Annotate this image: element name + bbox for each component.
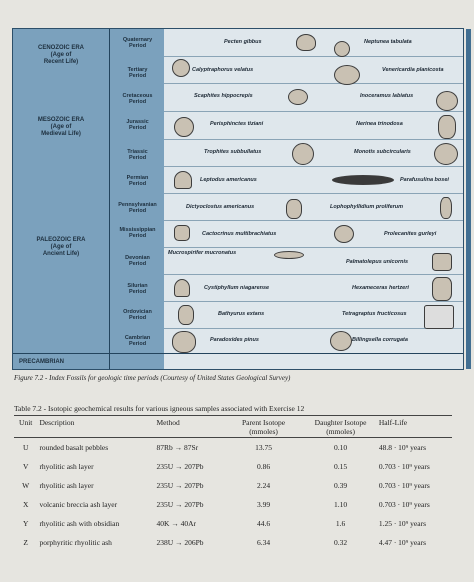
center-divider — [466, 29, 471, 369]
coral-fossil-icon — [174, 279, 190, 297]
goniatite-fossil-icon — [334, 225, 354, 243]
header-half-life: Half-Life — [378, 418, 408, 427]
table-row — [14, 438, 452, 458]
fossil-label-left: Perisphinctes tiziani — [210, 121, 264, 127]
cell-half-life: 1.25 · 10⁹ years — [378, 519, 426, 528]
fossil-label-left: Leptodus americanus — [200, 177, 257, 183]
cell-daughter: 1.10 — [334, 500, 348, 509]
cell-description: rounded basalt pebbles — [39, 443, 109, 452]
fossil-label-left: Dictyoclostus americanus — [186, 204, 255, 210]
fossil-label-right: Neptunea tabulata — [364, 39, 412, 45]
cell-parent: 44.6 — [257, 519, 271, 528]
cell-unit: V — [23, 462, 29, 471]
fossil-label-right: Prolecanites gurleyi — [384, 231, 437, 237]
fossil-label-right: Hexameceras hertzeri — [352, 285, 409, 291]
cell-half-life: 48.8 · 10⁹ years — [378, 443, 426, 452]
period-silurian: Silurian Period — [127, 283, 148, 295]
cell-parent: 13.75 — [255, 443, 272, 452]
fossil-label-right: Billingsella corrugata — [352, 337, 408, 343]
shell-fossil-icon — [286, 199, 302, 219]
inoceramus-fossil-icon — [436, 91, 458, 111]
fossil-label-left: Mucrospirifer mucronatus — [168, 250, 237, 256]
cell-daughter: 1.6 — [335, 519, 346, 528]
cephalopod-fossil-icon — [432, 277, 452, 301]
cell-half-life: 4.47 · 10⁹ years — [378, 538, 426, 547]
cell-description: porphyritic rhyolitic ash — [39, 538, 112, 547]
fossil-label-left: Cystiphyllum niagarense — [204, 285, 270, 291]
period-jurassic: Jurassic Period — [126, 119, 149, 131]
fossil-label-left: Pecten gibbus — [224, 39, 262, 45]
cell-description: rhyolitic ash with obsidian — [39, 519, 120, 528]
header-method: Method — [156, 418, 180, 427]
cell-unit: X — [23, 500, 29, 509]
table-row — [14, 457, 452, 476]
table-row — [14, 533, 452, 552]
cell-method: 235U → 207Pb — [156, 481, 204, 490]
period-column — [109, 29, 165, 369]
period-mississippian: Mississippian Period — [119, 227, 156, 239]
fossil-label-right: Inoceramus labiatus — [360, 93, 414, 99]
scallop-fossil-icon — [296, 34, 316, 51]
cell-unit: U — [23, 443, 29, 452]
conodont-fossil-icon — [432, 253, 452, 271]
cell-method: 238U → 206Pb — [156, 538, 204, 547]
cell-daughter: 0.32 — [334, 538, 348, 547]
cell-unit: Z — [23, 538, 29, 547]
trilobite-fossil-icon — [178, 305, 194, 325]
period-cretaceous: Cretaceous Period — [122, 93, 153, 105]
period-permian: Permian Period — [126, 175, 149, 187]
index-fossils-chart — [12, 28, 464, 370]
fusulinid-fossil-icon — [332, 175, 394, 185]
cell-half-life: 0.703 · 10⁹ years — [378, 462, 430, 471]
era-column — [13, 29, 109, 369]
period-cambrian: Cambrian Period — [124, 335, 151, 347]
precambrian-row — [13, 353, 463, 370]
cell-method: 87Rb → 87Sr — [156, 443, 199, 452]
fossil-label-right: Palmatolepus unicornis — [346, 259, 409, 265]
period-pennsylvanian: Pennsylvanian Period — [118, 202, 157, 214]
fossil-label-right: Lophophyllidium proliferum — [330, 204, 404, 210]
cell-half-life: 0.703 · 10⁹ years — [378, 481, 430, 490]
cell-description: rhyolitic ash layer — [39, 481, 94, 490]
table-row — [14, 495, 452, 514]
fossil-label-left: Calyptraphorus velatus — [192, 67, 254, 73]
cell-method: 235U → 207Pb — [156, 500, 204, 509]
cell-half-life: 0.703 · 10⁹ years — [378, 500, 430, 509]
gastropod-fossil-icon — [172, 59, 190, 77]
cell-method: 40K → 40Ar — [156, 519, 197, 528]
monotis-fossil-icon — [434, 143, 458, 165]
table-title: Table 7.2 - Isotopic geochemical results for various igneous samples associated with Exercise 12 — [14, 404, 452, 416]
nerinea-fossil-icon — [438, 115, 456, 139]
fossil-label-left: Bathyurus extans — [218, 311, 265, 317]
cell-parent: 0.86 — [257, 462, 271, 471]
billingsella-fossil-icon — [330, 331, 352, 351]
fossil-label-left: Trophites subbullatus — [204, 149, 262, 155]
table-row — [14, 514, 452, 533]
fossil-panel — [164, 29, 463, 369]
crinoid-fossil-icon — [174, 225, 190, 241]
era-paleozoic: PALEOZOIC ERA (Age of Ancient Life) — [36, 237, 86, 257]
cell-unit: W — [22, 481, 30, 490]
cell-unit: Y — [23, 519, 29, 528]
cell-daughter: 0.15 — [334, 462, 348, 471]
graptolite-fossil-icon — [424, 305, 454, 329]
header-parent-isotope: Parent Isotope (mmoles) — [242, 418, 286, 436]
cell-daughter: 0.10 — [334, 443, 348, 452]
spirifer-fossil-icon — [274, 251, 304, 259]
clam-fossil-icon — [334, 65, 360, 85]
header-daughter-isotope: Daughter Isotope (mmoles) — [314, 418, 367, 436]
period-quaternary: Quaternary Period — [122, 37, 153, 49]
period-tertiary: Tertiary Period — [127, 67, 148, 79]
cell-parent: 6.34 — [257, 538, 271, 547]
fossil-label-left: Scaphites hippocrepis — [194, 93, 253, 99]
fossil-label-left: Paradoxides pinus — [210, 337, 259, 343]
fossil-label-right: Parafusulina bosei — [400, 177, 449, 183]
fossil-label-right: Tetragraptus fructicosus — [342, 311, 407, 317]
figure-caption: Figure 7.2 - Index Fossils for geologic time periods (Courtesy of United States Geological Survey) — [14, 374, 291, 382]
fossil-label-right: Monotis subcircularis — [354, 149, 411, 155]
fossil-label-right: Nerinea trinodosa — [356, 121, 403, 127]
cell-method: 235U → 207Pb — [156, 462, 204, 471]
table-header-row — [14, 416, 452, 438]
fossil-label-left: Cactocrinus multibrachiatus — [202, 231, 277, 237]
cell-parent: 3.99 — [257, 500, 271, 509]
header-unit: Unit — [19, 418, 33, 427]
horn-coral-icon — [440, 197, 452, 219]
period-ordovician: Ordovician Period — [123, 309, 152, 321]
cell-daughter: 0.39 — [334, 481, 348, 490]
period-triassic: Triassic Period — [127, 149, 148, 161]
brachiopod-fossil-icon — [174, 171, 192, 189]
cambrian-trilobite-icon — [172, 331, 196, 353]
cell-description: rhyolitic ash layer — [39, 462, 94, 471]
period-devonian: Devonian Period — [125, 255, 150, 267]
fossil-label-right: Venericardia planicosta — [382, 67, 444, 73]
cell-description: volcanic breccia ash layer — [39, 500, 118, 509]
era-mesozoic: MESOZOIC ERA (Age of Medieval Life) — [37, 117, 85, 137]
ammonoid-fossil-icon — [292, 143, 314, 165]
spiral-ammonite-icon — [174, 117, 194, 137]
cell-parent: 2.24 — [257, 481, 271, 490]
isotope-table — [14, 404, 452, 552]
era-precambrian: PRECAMBRIAN — [19, 359, 64, 365]
snail-fossil-icon — [334, 41, 350, 57]
table-row — [14, 476, 452, 495]
ammonite-fossil-icon — [288, 89, 308, 105]
era-cenozoic: CENOZOIC ERA (Age of Recent Life) — [37, 45, 84, 65]
header-description: Description — [39, 418, 75, 427]
